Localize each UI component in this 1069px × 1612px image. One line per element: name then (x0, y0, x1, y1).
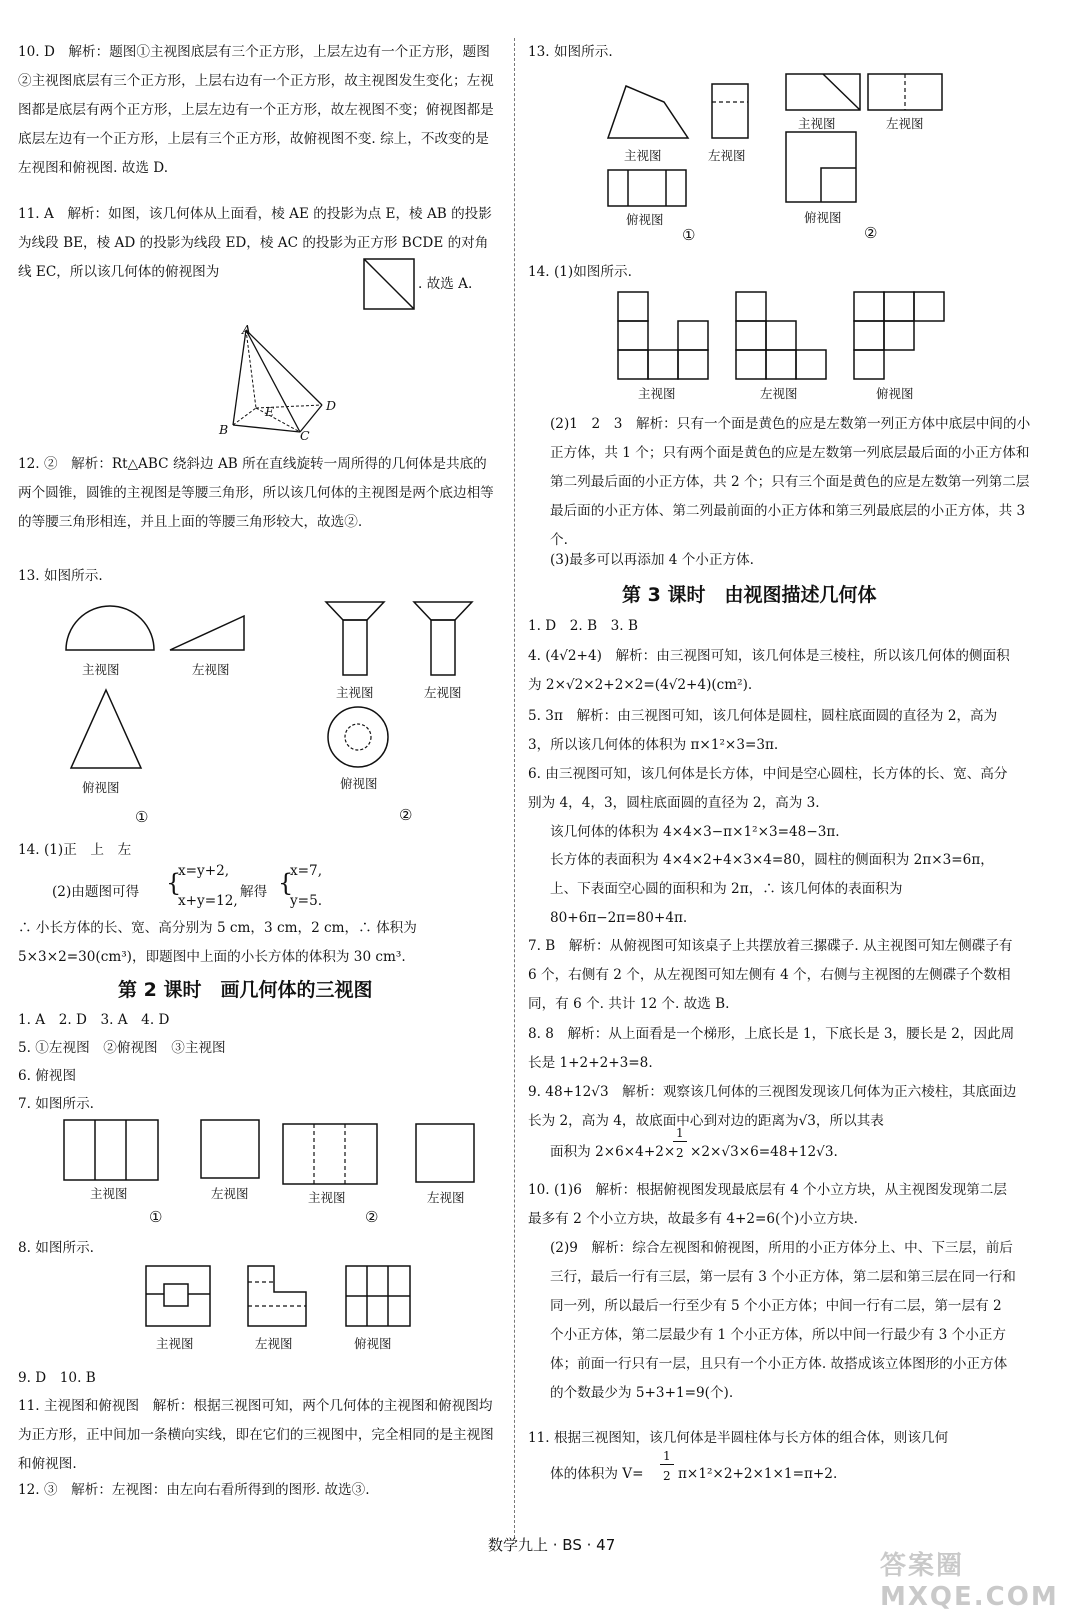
q7-label-left-1: 左视图 (211, 1186, 249, 1201)
q8-label-top: 俯视图 (354, 1336, 392, 1351)
q8-figures (18, 1264, 498, 1334)
answer-12: 12. ② 解析：Rt△ABC 绕斜边 AB 所在直线旋转一周所得的几何体是共底的两个圆锥，圆锥的主视图是等腰三角形，所以该几何体的主视图是两个底边相等的等腰三角形相连，并且上面的等腰三角形较大，故选②. (18, 456, 494, 530)
r13-label-left-2: 左视图 (886, 116, 924, 131)
right-answer-11: 11. 根据三视图知，该几何体是半圆柱体与长方体的组合体，则该几何 (528, 1430, 949, 1446)
r14-label-left: 左视图 (760, 386, 798, 401)
q7-label-front-1: 主视图 (90, 1186, 128, 1201)
r13-mark-2: ② (864, 224, 878, 242)
q13-label-top-1: 俯视图 (82, 780, 120, 795)
column-divider (514, 38, 515, 1538)
system-1-line-1: x=y+2, (178, 863, 230, 879)
right-answer-10-2: (2)9 解析：综合左视图和俯视图，所用的小正方体分上、中、下三层，前后三行，最后一行有三层，第一层有 3 个小正方体，第二层和第三层在同一行和同一列，所以最后一行至少有 5 个小正方体；中间一行有二层，第一层有 2 个小正方体，第二层最少有 1 个小正方体，所以中间一行最少有 3 个小正方体；前面一行只有一层，且只有一个小正方体. 故搭成该立体图形的小正方体的个数最少为 5+3+1=9(个). (550, 1240, 1016, 1401)
right-answer-13: 13. 如图所示. (528, 44, 613, 60)
r13-label-front-2: 主视图 (798, 116, 836, 131)
answer-14-3: ∴ 小长方体的长、宽、高分别为 5 cm，3 cm，2 cm，∴ 体积为 5×3×2=30(cm³)，即题图中上面的小长方体的体积为 30 cm³. (18, 920, 417, 965)
pyramid-figure (218, 320, 348, 440)
point-label-b: B (219, 422, 229, 437)
answer-5: 5. ①左视图 ②俯视图 ③主视图 (18, 1040, 226, 1056)
answers-1-4: 1. A 2. D 3. A 4. D (18, 1012, 170, 1028)
right-answer-6c: 长方体的表面积为 4×4×2+4×3×4=80，圆柱的侧面积为 2π×3=6π，上、下表面空心圆的面积和为 2π，∴ 该几何体的表面积为 80+6π−2π=80+4π. (550, 852, 994, 926)
right-answer-7: 7. B 解析：从俯视图可知该桌子上共摆放着三摞碟子. 从主视图可知左侧碟子有 6 个，右侧有 2 个，从左视图可知左侧有 4 个，右侧与主视图的左侧碟子个数相同，有 6 个. 共计 12 个. 故选 B. (528, 938, 1013, 1012)
section-3-title: 第 3 课时 由视图描述几何体 (622, 584, 877, 606)
q13-mark-2: ② (399, 806, 413, 824)
q7-mark-2: ② (365, 1208, 379, 1226)
point-label-e: E (265, 404, 275, 419)
answer-13: 13. 如图所示. (18, 568, 103, 584)
brace-1: { (166, 869, 182, 897)
r13-label-left-1: 左视图 (708, 148, 746, 163)
answer-11-end: . 故选 A. (418, 276, 473, 292)
right-answer-8: 8. 8 解析：从上面看是一个梯形，上底长是 1，下底长是 3，腰长是 2，因此周长是 1+2+2+3=8. (528, 1026, 1015, 1071)
answer-12-section2: 12. ③ 解析：左视图：由左向右看所得到的图形. 故选③. (18, 1482, 370, 1498)
answer-6: 6. 俯视图 (18, 1068, 77, 1084)
point-label-d: D (326, 398, 337, 413)
fraction-den-2: 2 (663, 1469, 671, 1483)
q8-label-left: 左视图 (255, 1336, 293, 1351)
r14-label-top: 俯视图 (876, 386, 914, 401)
answer-11: 11. A 解析：如图，该几何体从上面看，棱 AE 的投影为点 E，棱 AB 的投影为线段 BE，棱 AD 的投影为线段 ED，棱 AC 的投影为正方形 BCDE 的对角线 EC，所以该几何体的俯视图为 (18, 206, 492, 280)
fraction-num-2: 1 (663, 1449, 671, 1463)
right-answer-4: 4. (4√2+4) 解析：由三视图可知，该几何体是三棱柱，所以该几何体的侧面积为 2×√2×2+2×2=(4√2+4)(cm²). (528, 648, 1010, 693)
r14-figures (528, 290, 1040, 382)
right-answer-6: 6. 由三视图可知，该几何体是长方体，中间是空心圆柱，长方体的长、宽、高分别为 4，4，3，圆柱底面圆的直径为 2，高为 3. (528, 766, 1008, 811)
right-answer-9c: ×2×√3×6=48+12√3. (690, 1144, 838, 1160)
right-answer-14-1: 14. (1)如图所示. (528, 264, 632, 280)
r13-label-top-2: 俯视图 (804, 210, 842, 225)
right-answer-10-1: 10. (1)6 解析：根据俯视图发现最底层有 4 个小立方块，从主视图发现第二层最多有 2 个小立方块，故最多有 4+2=6(个)小立方块. (528, 1182, 1007, 1227)
watermark: 答案圈 MXQE.COM (880, 1551, 1059, 1612)
right-answer-6b: 该几何体的体积为 4×4×3−π×1²×3=48−3π. (550, 824, 840, 840)
point-label-a: A (242, 322, 252, 337)
q13-label-front-2: 主视图 (336, 685, 374, 700)
fraction-bar-2 (660, 1464, 674, 1465)
q13-label-top-2: 俯视图 (340, 776, 378, 791)
right-answer-14-3: (3)最多可以再添加 4 个小正方体. (550, 552, 754, 568)
page-footer: 数学九上 · BS · 47 (488, 1536, 616, 1554)
right-answers-1-3: 1. D 2. B 3. B (528, 618, 638, 634)
right-answer-9: 9. 48+12√3 解析：观察该几何体的三视图发现该几何体为正六棱柱，其底面边长为 2，高为 4，故底面中心到对边的距离为√3，所以其表 (528, 1084, 1017, 1129)
right-answer-11b: 体的体积为 V= (550, 1466, 644, 1482)
answer-7: 7. 如图所示. (18, 1096, 94, 1112)
q13-label-front-1: 主视图 (82, 662, 120, 677)
answer-14-2a: (2)由题图可得 (52, 884, 140, 900)
q11-square-diagram (363, 258, 415, 310)
system-1-line-2: x+y=12, (178, 893, 238, 909)
right-answer-9b: 面积为 2×6×4+2× (550, 1144, 676, 1160)
answer-11-section2: 11. 主视图和俯视图 解析：根据三视图可知，两个几何体的主视图和俯视图均为正方形，正中间加一条横向实线，即在它们的三视图中，完全相同的是主视图和俯视图. (18, 1398, 494, 1472)
r13-label-top-1: 俯视图 (626, 212, 664, 227)
r14-label-front: 主视图 (638, 386, 676, 401)
q7-label-front-2: 主视图 (308, 1190, 346, 1205)
brace-2: { (278, 869, 294, 897)
system-2-line-2: y=5. (290, 893, 323, 909)
answer-14-1: 14. (1)正 上 左 (18, 842, 132, 858)
q13-label-left-1: 左视图 (192, 662, 230, 677)
system-2-line-1: x=7, (290, 863, 323, 879)
q7-label-left-2: 左视图 (427, 1190, 465, 1205)
answer-14-2b: 解得 (240, 884, 268, 900)
point-label-c: C (300, 428, 310, 443)
r13-figures (528, 72, 1040, 222)
q13-label-left-2: 左视图 (424, 685, 462, 700)
answer-10: 10. D 解析：题图①主视图底层有三个正方形，上层左边有一个正方形，题图②主视图底层有三个正方形，上层右边有一个正方形，故主视图发生变化；左视图都是底层有两个正方形，上层左边有一个正方形，故左视图不变；俯视图都是底层左边有一个正方形，上层有三个正方形，故俯视图不变. 综上，不改变的是左视图和俯视图. 故选 D. (18, 44, 494, 176)
fraction-num-1: 1 (676, 1126, 684, 1140)
fraction-den-1: 2 (676, 1146, 684, 1160)
r13-label-front-1: 主视图 (624, 148, 662, 163)
q8-label-front: 主视图 (156, 1336, 194, 1351)
right-answer-11c: π×1²×2+2×1×1=π+2. (678, 1466, 838, 1482)
q7-figures (18, 1118, 498, 1188)
fraction-bar-1 (673, 1141, 687, 1142)
right-answer-14-2: (2)1 2 3 解析：只有一个面是黄色的应是左数第一列正方体中底层中间的小正方体，共 1 个；只有两个面是黄色的应是左数第一列底层最后面的小正方体和第二列最后面的小正方体，共 2 个；只有三个面是黄色的应是左数第一列第二层最后面的小正方体、第二列最前面的小正方体和第三列最底层的小正方体，共 3 个. (550, 416, 1031, 548)
r13-mark-1: ① (682, 226, 696, 244)
section-2-title: 第 2 课时 画几何体的三视图 (118, 979, 373, 1001)
answer-8: 8. 如图所示. (18, 1240, 94, 1256)
q13-mark-1: ① (135, 808, 149, 826)
right-answer-5: 5. 3π 解析：由三视图可知，该几何体是圆柱，圆柱底面圆的直径为 2，高为 3，所以该几何体的体积为 π×1²×3=3π. (528, 708, 998, 753)
q7-mark-1: ① (149, 1208, 163, 1226)
answers-9-10: 9. D 10. B (18, 1370, 96, 1386)
